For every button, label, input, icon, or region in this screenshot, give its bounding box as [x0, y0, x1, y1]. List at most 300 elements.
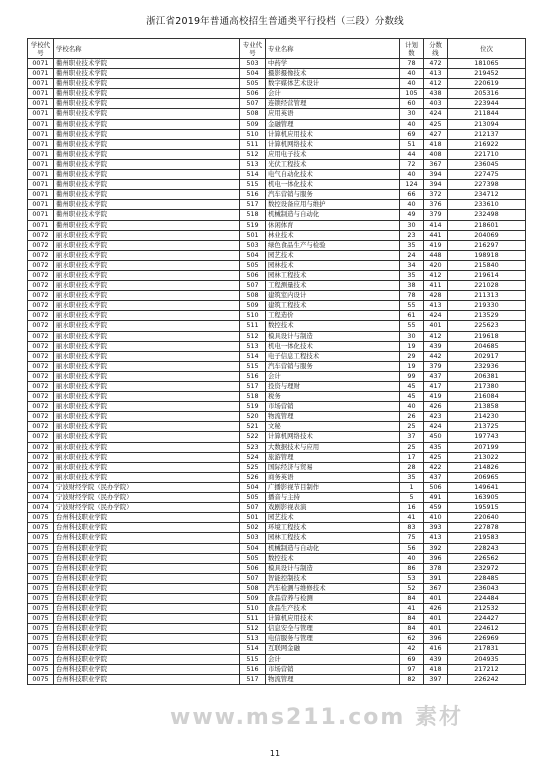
table-row	[28, 644, 526, 654]
cell-score-line: 439	[424, 654, 448, 664]
cell-school-name: 台州科技职业学院	[54, 533, 240, 543]
cell-major-code: 505	[240, 260, 266, 270]
cell-school-name: 宁波财经学院（民办学院）	[54, 503, 240, 513]
cell-major-code: 515	[240, 180, 266, 190]
cell-major-name: 汽车检测与维修技术	[266, 583, 400, 593]
cell-score-line: 426	[424, 604, 448, 614]
cell-score-line: 417	[424, 382, 448, 392]
cell-score-line: 459	[424, 503, 448, 513]
cell-major-name: 数控技术	[266, 553, 400, 563]
cell-major-name: 建筑工程技术	[266, 301, 400, 311]
cell-score-line: 401	[424, 624, 448, 634]
cell-major-name: 计算机网络技术	[266, 432, 400, 442]
cell-major-code: 518	[240, 210, 266, 220]
table-row	[28, 59, 526, 69]
cell-rank: 216084	[448, 392, 526, 402]
cell-major-name: 信息安全与管理	[266, 624, 400, 634]
cell-score-line: 412	[424, 270, 448, 280]
cell-school-name: 台州科技职业学院	[54, 634, 240, 644]
table-row	[28, 664, 526, 674]
cell-school-code: 0072	[28, 351, 54, 361]
cell-score-line: 410	[424, 513, 448, 523]
cell-school-code: 0072	[28, 432, 54, 442]
cell-school-code: 0075	[28, 563, 54, 573]
cell-major-name: 中药学	[266, 59, 400, 69]
table-row	[28, 472, 526, 482]
cell-plan-count: 84	[400, 614, 424, 624]
cell-rank: 149641	[448, 482, 526, 492]
cell-school-name: 丽水职业技术学院	[54, 281, 240, 291]
cell-major-code: 513	[240, 159, 266, 169]
cell-major-code: 510	[240, 129, 266, 139]
cell-plan-count: 40	[400, 170, 424, 180]
cell-major-code: 507	[240, 281, 266, 291]
cell-plan-count: 53	[400, 573, 424, 583]
cell-major-code: 505	[240, 493, 266, 503]
cell-score-line: 424	[424, 109, 448, 119]
cell-rank: 207199	[448, 442, 526, 452]
cell-school-code: 0071	[28, 59, 54, 69]
cell-rank: 215840	[448, 260, 526, 270]
cell-score-line: 418	[424, 139, 448, 149]
cell-school-code: 0072	[28, 260, 54, 270]
cell-school-name: 台州科技职业学院	[54, 664, 240, 674]
cell-rank: 217380	[448, 382, 526, 392]
cell-plan-count: 24	[400, 250, 424, 260]
table-row	[28, 523, 526, 533]
cell-school-name: 衢州职业技术学院	[54, 139, 240, 149]
table-row	[28, 170, 526, 180]
cell-score-line: 413	[424, 69, 448, 79]
cell-school-code: 0071	[28, 129, 54, 139]
cell-school-name: 丽水职业技术学院	[54, 260, 240, 270]
cell-plan-count: 69	[400, 654, 424, 664]
cell-major-name: 电子信息工程技术	[266, 351, 400, 361]
cell-plan-count: 44	[400, 149, 424, 159]
cell-plan-count: 84	[400, 624, 424, 634]
table-row	[28, 149, 526, 159]
table-row	[28, 230, 526, 240]
cell-major-code: 522	[240, 432, 266, 442]
cell-rank: 233610	[448, 200, 526, 210]
cell-school-name: 衢州职业技术学院	[54, 220, 240, 230]
cell-rank: 220619	[448, 79, 526, 89]
cell-school-code: 0074	[28, 493, 54, 503]
table-row	[28, 109, 526, 119]
cell-major-name: 摄影摄像技术	[266, 69, 400, 79]
cell-rank: 202917	[448, 351, 526, 361]
cell-plan-count: 56	[400, 543, 424, 553]
cell-major-name: 汽车营销与服务	[266, 361, 400, 371]
cell-rank: 206965	[448, 472, 526, 482]
cell-school-name: 衢州职业技术学院	[54, 200, 240, 210]
table-row	[28, 452, 526, 462]
col-header-school-code: 学校代号	[28, 39, 54, 59]
cell-major-name: 食品生产技术	[266, 604, 400, 614]
cell-school-name: 丽水职业技术学院	[54, 331, 240, 341]
cell-major-name: 园艺技术	[266, 513, 400, 523]
table-row	[28, 281, 526, 291]
cell-plan-count: 83	[400, 523, 424, 533]
cell-major-code: 514	[240, 644, 266, 654]
cell-major-code: 523	[240, 442, 266, 452]
cell-major-name: 国际经济与贸易	[266, 462, 400, 472]
cell-score-line: 412	[424, 79, 448, 89]
cell-major-code: 524	[240, 452, 266, 462]
cell-school-code: 0071	[28, 139, 54, 149]
cell-major-code: 508	[240, 291, 266, 301]
cell-score-line: 413	[424, 301, 448, 311]
table-row	[28, 674, 526, 684]
cell-major-name: 机电一体化技术	[266, 180, 400, 190]
cell-score-line: 412	[424, 331, 448, 341]
cell-score-line: 422	[424, 462, 448, 472]
cell-major-code: 515	[240, 361, 266, 371]
cell-score-line: 416	[424, 644, 448, 654]
cell-school-code: 0075	[28, 513, 54, 523]
cell-school-name: 衢州职业技术学院	[54, 129, 240, 139]
cell-major-name: 园林技术	[266, 260, 400, 270]
cell-major-name: 会计	[266, 654, 400, 664]
cell-major-name: 应用英语	[266, 109, 400, 119]
cell-rank: 204685	[448, 341, 526, 351]
cell-score-line: 448	[424, 250, 448, 260]
table-row	[28, 200, 526, 210]
cell-major-name: 文秘	[266, 422, 400, 432]
cell-plan-count: 72	[400, 159, 424, 169]
cell-rank: 204069	[448, 230, 526, 240]
table-row	[28, 89, 526, 99]
cell-plan-count: 52	[400, 583, 424, 593]
cell-rank: 206381	[448, 371, 526, 381]
cell-school-code: 0072	[28, 240, 54, 250]
cell-rank: 224612	[448, 624, 526, 634]
cell-school-name: 宁波财经学院（民办学院）	[54, 482, 240, 492]
cell-school-code: 0072	[28, 311, 54, 321]
cell-major-code: 504	[240, 69, 266, 79]
cell-school-name: 台州科技职业学院	[54, 654, 240, 664]
cell-school-name: 丽水职业技术学院	[54, 240, 240, 250]
cell-score-line: 438	[424, 89, 448, 99]
cell-school-name: 丽水职业技术学院	[54, 382, 240, 392]
cell-rank: 224427	[448, 614, 526, 624]
cell-school-code: 0075	[28, 674, 54, 684]
cell-major-code: 510	[240, 311, 266, 321]
table-row	[28, 301, 526, 311]
cell-plan-count: 49	[400, 210, 424, 220]
cell-school-code: 0075	[28, 583, 54, 593]
cell-major-name: 数控技术	[266, 321, 400, 331]
table-row	[28, 69, 526, 79]
cell-plan-count: 37	[400, 432, 424, 442]
table-row	[28, 210, 526, 220]
cell-major-code: 503	[240, 533, 266, 543]
cell-school-code: 0071	[28, 180, 54, 190]
cell-rank: 216922	[448, 139, 526, 149]
cell-school-name: 丽水职业技术学院	[54, 230, 240, 240]
cell-major-name: 市场营销	[266, 664, 400, 674]
cell-score-line: 426	[424, 402, 448, 412]
cell-school-name: 衢州职业技术学院	[54, 190, 240, 200]
cell-score-line: 441	[424, 230, 448, 240]
cell-plan-count: 97	[400, 664, 424, 674]
cell-major-name: 应用电子技术	[266, 149, 400, 159]
table-row	[28, 79, 526, 89]
cell-rank: 221710	[448, 149, 526, 159]
cell-score-line: 425	[424, 119, 448, 129]
cell-major-name: 会计	[266, 89, 400, 99]
cell-school-name: 丽水职业技术学院	[54, 301, 240, 311]
cell-major-code: 512	[240, 149, 266, 159]
table-row	[28, 563, 526, 573]
cell-school-name: 丽水职业技术学院	[54, 341, 240, 351]
cell-major-name: 金融管理	[266, 119, 400, 129]
cell-score-line: 472	[424, 59, 448, 69]
table-row	[28, 361, 526, 371]
cell-score-line: 437	[424, 472, 448, 482]
cell-rank: 213529	[448, 311, 526, 321]
cell-school-code: 0075	[28, 614, 54, 624]
cell-score-line: 401	[424, 321, 448, 331]
cell-major-name: 会计	[266, 371, 400, 381]
cell-school-name: 丽水职业技术学院	[54, 270, 240, 280]
cell-major-name: 机电一体化技术	[266, 341, 400, 351]
cell-school-code: 0072	[28, 472, 54, 482]
table-row	[28, 321, 526, 331]
cell-major-name: 广播影视节目制作	[266, 482, 400, 492]
cell-score-line: 413	[424, 533, 448, 543]
cell-school-name: 丽水职业技术学院	[54, 462, 240, 472]
cell-plan-count: 124	[400, 180, 424, 190]
cell-major-name: 电气自动化技术	[266, 170, 400, 180]
cell-rank: 212532	[448, 604, 526, 614]
cell-plan-count: 75	[400, 533, 424, 543]
cell-major-code: 507	[240, 573, 266, 583]
cell-school-name: 衢州职业技术学院	[54, 210, 240, 220]
cell-rank: 234712	[448, 190, 526, 200]
cell-school-code: 0072	[28, 291, 54, 301]
table-row	[28, 220, 526, 230]
cell-school-code: 0072	[28, 230, 54, 240]
table-body	[28, 59, 526, 685]
cell-major-name: 旅游管理	[266, 452, 400, 462]
cell-plan-count: 38	[400, 281, 424, 291]
cell-major-code: 505	[240, 79, 266, 89]
cell-major-name: 园艺技术	[266, 250, 400, 260]
cell-major-code: 507	[240, 503, 266, 513]
cell-major-name: 计算机应用技术	[266, 129, 400, 139]
table-row	[28, 462, 526, 472]
cell-major-code: 511	[240, 321, 266, 331]
table-row	[28, 634, 526, 644]
cell-school-code: 0071	[28, 149, 54, 159]
cell-school-name: 台州科技职业学院	[54, 593, 240, 603]
cell-major-code: 519	[240, 220, 266, 230]
cell-school-name: 衢州职业技术学院	[54, 180, 240, 190]
cell-rank: 216297	[448, 240, 526, 250]
cell-plan-count: 69	[400, 129, 424, 139]
cell-score-line: 411	[424, 281, 448, 291]
cell-school-name: 衢州职业技术学院	[54, 59, 240, 69]
cell-plan-count: 23	[400, 230, 424, 240]
cell-major-name: 园林工程技术	[266, 533, 400, 543]
table-row	[28, 533, 526, 543]
cell-score-line: 428	[424, 291, 448, 301]
cell-school-name: 丽水职业技术学院	[54, 392, 240, 402]
cell-major-name: 播音与主持	[266, 493, 400, 503]
cell-school-code: 0071	[28, 190, 54, 200]
cell-major-code: 519	[240, 402, 266, 412]
cell-school-code: 0071	[28, 159, 54, 169]
cell-school-name: 衢州职业技术学院	[54, 99, 240, 109]
cell-major-name: 电信服务与管理	[266, 634, 400, 644]
table-row	[28, 412, 526, 422]
cell-school-code: 0075	[28, 573, 54, 583]
cell-school-name: 台州科技职业学院	[54, 523, 240, 533]
cell-score-line: 442	[424, 351, 448, 361]
cell-score-line: 367	[424, 583, 448, 593]
cell-school-code: 0075	[28, 634, 54, 644]
cell-school-code: 0074	[28, 482, 54, 492]
cell-major-code: 512	[240, 624, 266, 634]
table-row	[28, 260, 526, 270]
cell-major-code: 511	[240, 614, 266, 624]
cell-score-line: 424	[424, 311, 448, 321]
cell-school-name: 台州科技职业学院	[54, 624, 240, 634]
table-row	[28, 139, 526, 149]
cell-major-code: 509	[240, 593, 266, 603]
cell-major-name: 数控设备应用与维护	[266, 200, 400, 210]
cell-school-name: 宁波财经学院（民办学院）	[54, 493, 240, 503]
table-row	[28, 422, 526, 432]
table-header-row	[28, 39, 526, 59]
cell-plan-count: 45	[400, 392, 424, 402]
cell-rank: 217831	[448, 644, 526, 654]
cell-school-name: 丽水职业技术学院	[54, 371, 240, 381]
cell-major-name: 计算机网络技术	[266, 139, 400, 149]
cell-score-line: 450	[424, 432, 448, 442]
cell-rank: 219618	[448, 331, 526, 341]
cell-plan-count: 30	[400, 331, 424, 341]
cell-major-code: 513	[240, 341, 266, 351]
cell-rank: 219583	[448, 533, 526, 543]
cell-rank: 227475	[448, 170, 526, 180]
table-row	[28, 583, 526, 593]
cell-rank: 204935	[448, 654, 526, 664]
cell-school-name: 丽水职业技术学院	[54, 432, 240, 442]
cell-school-name: 衢州职业技术学院	[54, 109, 240, 119]
cell-rank: 224484	[448, 593, 526, 603]
cell-major-code: 503	[240, 59, 266, 69]
cell-major-name: 机械制造与自动化	[266, 210, 400, 220]
cell-rank: 214230	[448, 412, 526, 422]
cell-major-name: 环境工程技术	[266, 523, 400, 533]
cell-major-code: 504	[240, 543, 266, 553]
cell-rank: 232498	[448, 210, 526, 220]
cell-major-code: 516	[240, 371, 266, 381]
cell-score-line: 401	[424, 614, 448, 624]
cell-major-code: 501	[240, 513, 266, 523]
cell-plan-count: 55	[400, 321, 424, 331]
cell-rank: 217212	[448, 664, 526, 674]
cell-school-code: 0071	[28, 170, 54, 180]
cell-major-code: 515	[240, 654, 266, 664]
cell-score-line: 424	[424, 422, 448, 432]
cell-major-name: 绿色食品生产与检验	[266, 240, 400, 250]
cell-school-code: 0075	[28, 533, 54, 543]
cell-plan-count: 78	[400, 59, 424, 69]
table-row	[28, 493, 526, 503]
cell-rank: 236043	[448, 583, 526, 593]
cell-plan-count: 25	[400, 422, 424, 432]
cell-school-code: 0074	[28, 503, 54, 513]
cell-school-code: 0072	[28, 371, 54, 381]
cell-school-name: 台州科技职业学院	[54, 573, 240, 583]
cell-school-code: 0072	[28, 452, 54, 462]
cell-score-line: 506	[424, 482, 448, 492]
cell-plan-count: 84	[400, 593, 424, 603]
cell-major-name: 工程测量技术	[266, 281, 400, 291]
cell-school-name: 丽水职业技术学院	[54, 351, 240, 361]
cell-plan-count: 40	[400, 119, 424, 129]
table-row	[28, 553, 526, 563]
col-header-score-line: 分数线	[424, 39, 448, 59]
cell-score-line: 397	[424, 674, 448, 684]
cell-school-name: 丽水职业技术学院	[54, 412, 240, 422]
cell-major-code: 516	[240, 664, 266, 674]
cell-school-code: 0071	[28, 200, 54, 210]
cell-school-code: 0072	[28, 301, 54, 311]
cell-school-name: 丽水职业技术学院	[54, 250, 240, 260]
cell-major-name: 连锁经营管理	[266, 99, 400, 109]
cell-school-code: 0075	[28, 624, 54, 634]
cell-rank: 197743	[448, 432, 526, 442]
table-row	[28, 624, 526, 634]
cell-score-line: 393	[424, 523, 448, 533]
cell-rank: 213022	[448, 452, 526, 462]
cell-school-code: 0072	[28, 361, 54, 371]
table-row	[28, 382, 526, 392]
cell-score-line: 427	[424, 129, 448, 139]
col-header-school-name: 学校名称	[54, 39, 240, 59]
cell-major-code: 502	[240, 523, 266, 533]
cell-school-code: 0072	[28, 270, 54, 280]
cell-school-name: 衢州职业技术学院	[54, 69, 240, 79]
cell-major-code: 508	[240, 583, 266, 593]
cell-school-code: 0071	[28, 99, 54, 109]
table-row	[28, 159, 526, 169]
cell-major-name: 工程造价	[266, 311, 400, 321]
cell-major-name: 投资与理财	[266, 382, 400, 392]
cell-major-code: 514	[240, 170, 266, 180]
cell-major-code: 514	[240, 351, 266, 361]
cell-score-line: 394	[424, 170, 448, 180]
cell-major-code: 506	[240, 89, 266, 99]
cell-school-code: 0072	[28, 341, 54, 351]
cell-school-code: 0075	[28, 654, 54, 664]
cell-school-name: 台州科技职业学院	[54, 513, 240, 523]
table-row	[28, 392, 526, 402]
cell-rank: 211844	[448, 109, 526, 119]
cell-score-line: 401	[424, 593, 448, 603]
cell-rank: 220640	[448, 513, 526, 523]
cell-score-line: 367	[424, 159, 448, 169]
cell-rank: 218601	[448, 220, 526, 230]
cell-plan-count: 26	[400, 412, 424, 422]
table-row	[28, 99, 526, 109]
cell-plan-count: 19	[400, 361, 424, 371]
table-row	[28, 129, 526, 139]
